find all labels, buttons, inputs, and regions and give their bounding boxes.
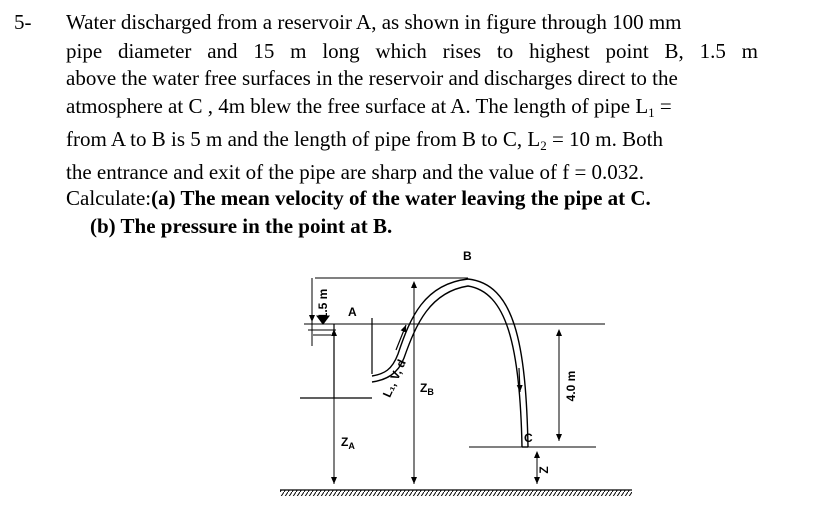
label-B: B xyxy=(463,249,472,263)
problem-text-4: atmosphere at C , 4m blew the free surface at A. The length of pipe L xyxy=(66,94,649,118)
label-A: A xyxy=(348,305,357,319)
label-ZB: $Z_B$ xyxy=(420,381,434,397)
question-part-a: (a) The mean velocity of the water leaving the pipe at C. xyxy=(151,186,651,210)
label-1-5m: 1.5 m xyxy=(316,288,330,320)
problem-text-5: from A to B is 5 m and the length of pipe from B to C, L xyxy=(66,127,541,151)
problem-number: 5- xyxy=(14,10,32,34)
subscript-1: 1 xyxy=(648,105,655,120)
calculate-prefix: Calculate: xyxy=(66,186,152,210)
label-pipe: L₁, V, d xyxy=(379,357,409,400)
reference-lines xyxy=(315,278,605,447)
problem-line-2: pipe diameter and 15 m long which rises to highest point B, 1.5 m xyxy=(66,39,758,63)
problem-line-3: above the water free surfaces in the reservoir and discharges direct to the xyxy=(66,66,678,90)
question-part-b: (b) The pressure in the point at B. xyxy=(90,214,393,238)
problem-line-6: the entrance and exit of the pipe are sharp and the value of f = 0.032. xyxy=(66,160,645,184)
problem-text-5-end: = 10 m. Both xyxy=(546,127,663,151)
label-Z: Z xyxy=(537,466,551,474)
subscript-2: 2 xyxy=(540,138,547,153)
label-ZA: $Z_A$ xyxy=(341,435,355,451)
flow-arrows xyxy=(396,325,520,392)
label-4m: 4.0 m xyxy=(564,370,578,402)
problem-text-4-end: = xyxy=(654,94,672,118)
problem-text-1: Water discharged from a reservoir A, as shown in figure through 100 mm xyxy=(66,10,682,34)
ground xyxy=(280,490,632,496)
label-C: C xyxy=(524,431,533,445)
